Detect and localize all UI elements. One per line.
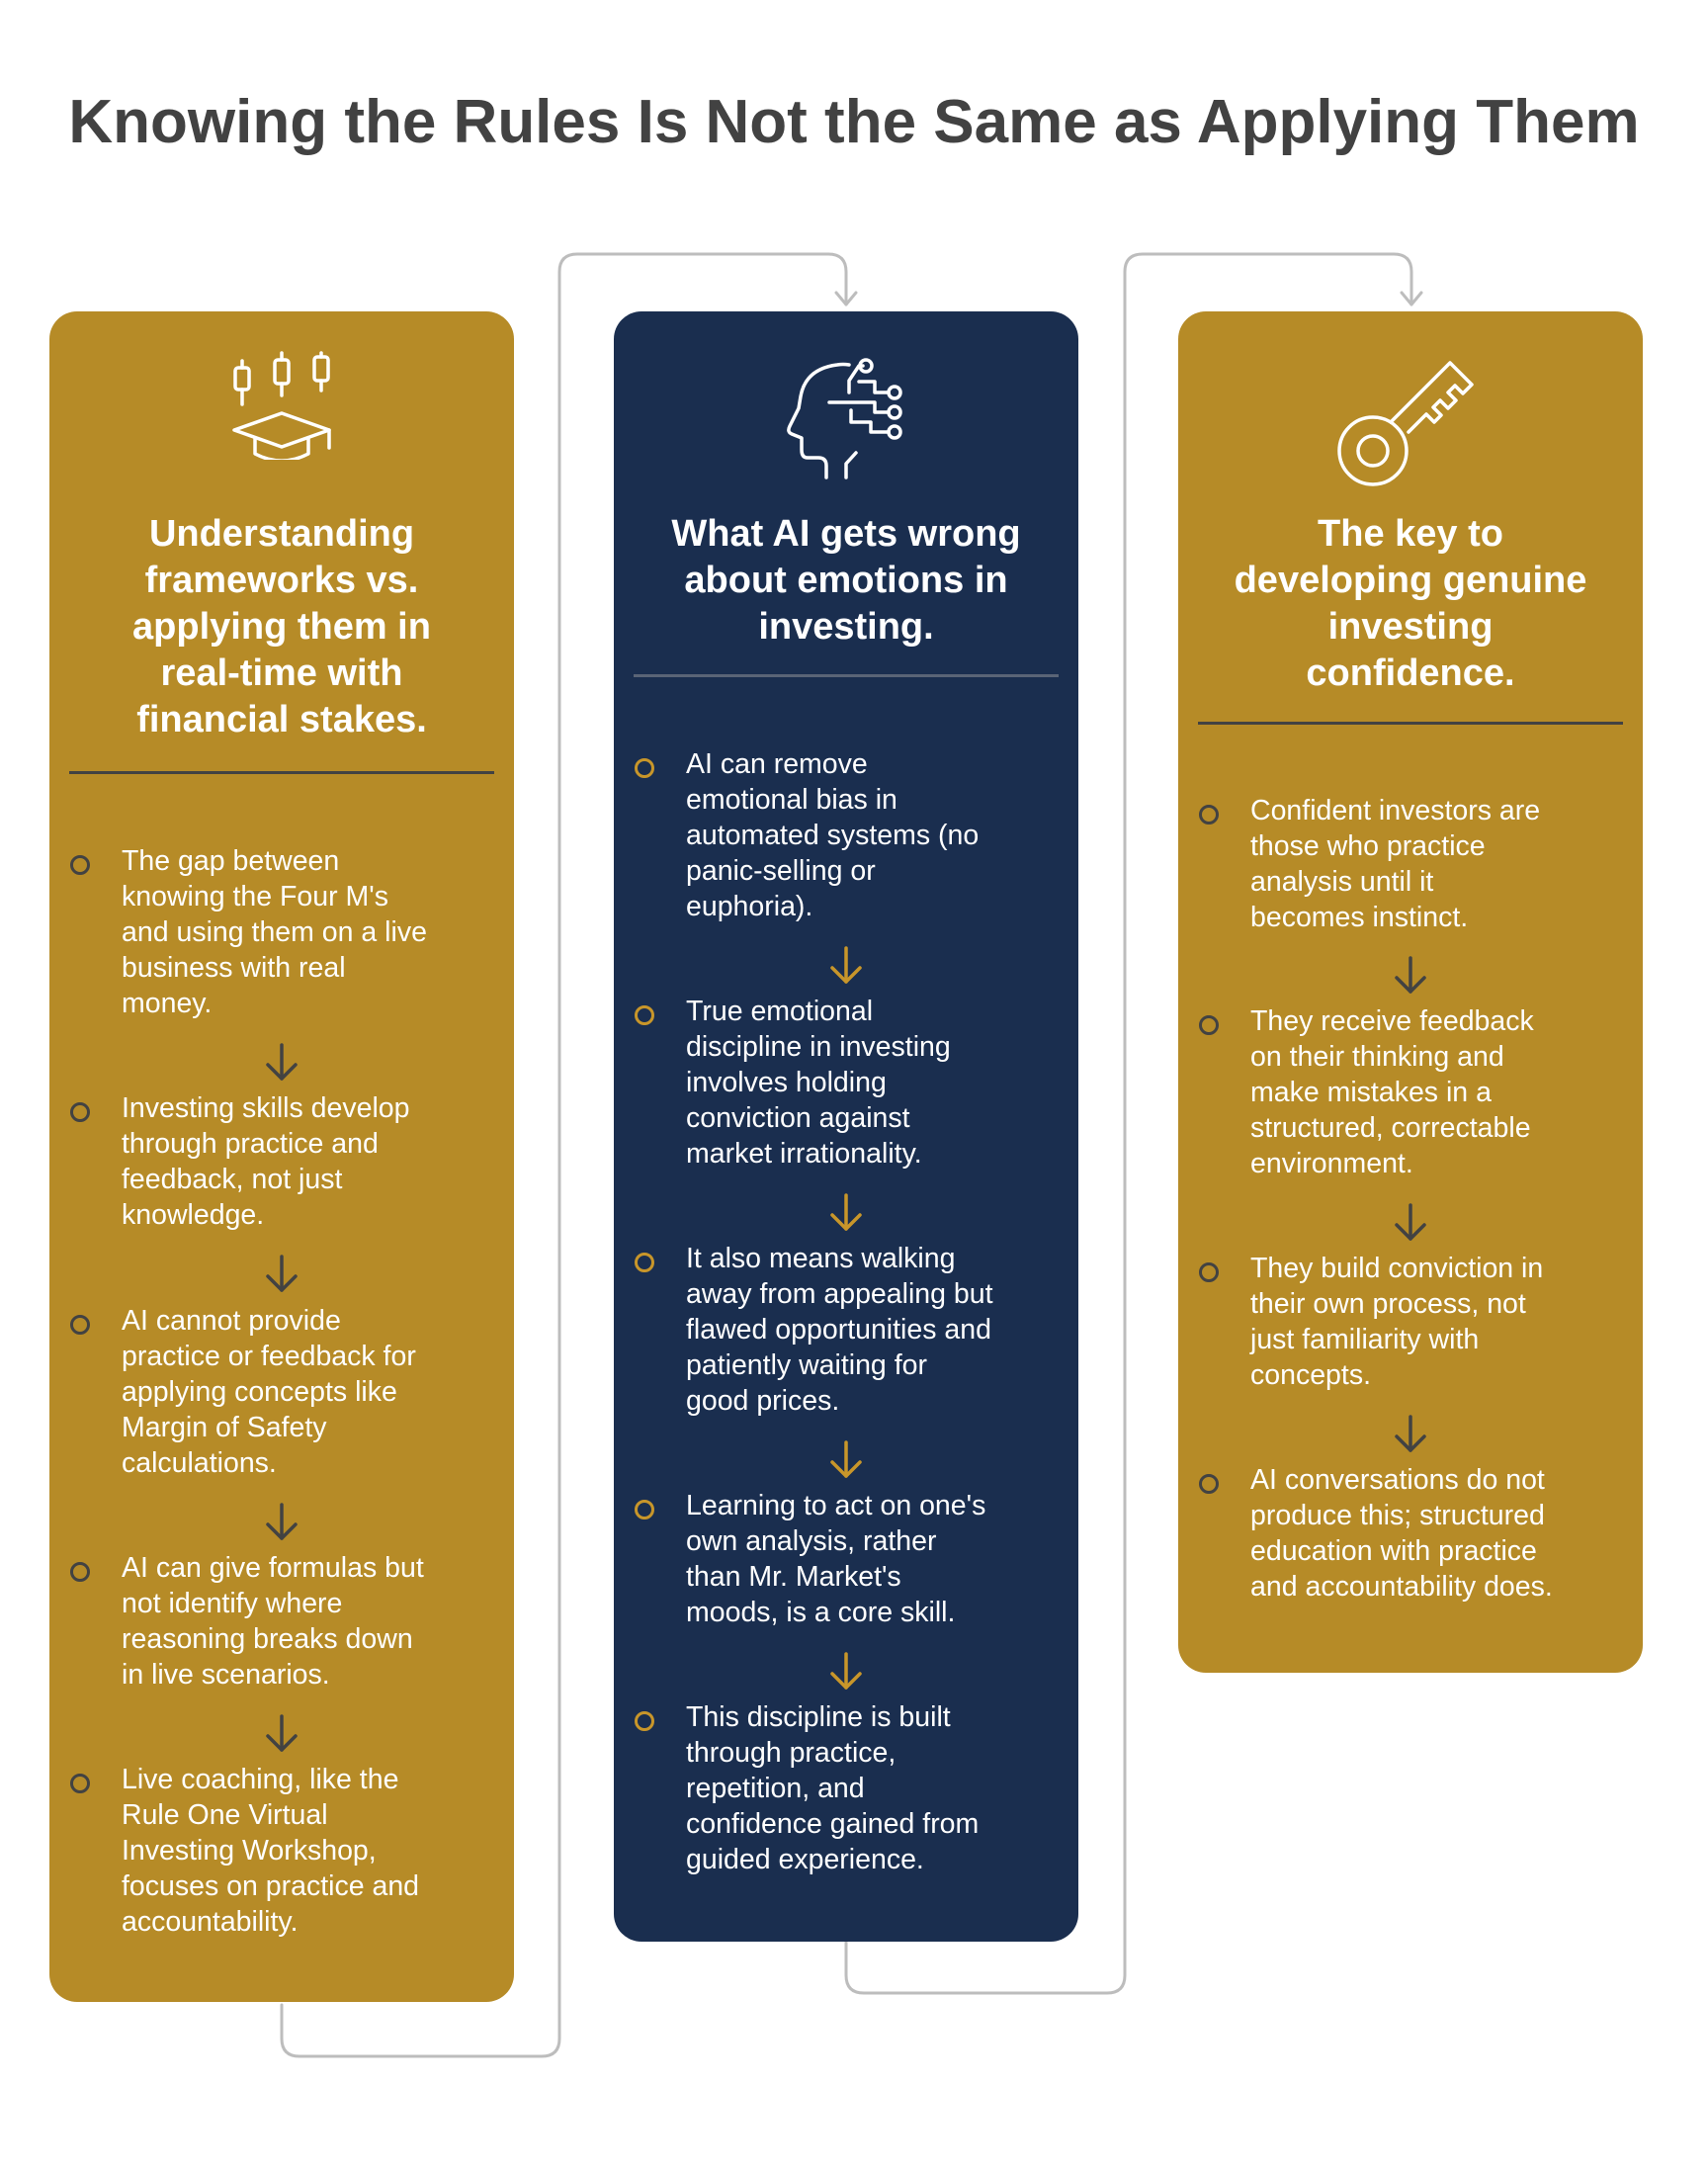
down-arrow-icon: [262, 1501, 301, 1544]
column-heading: What AI gets wrong about emotions in investing.: [671, 513, 1021, 648]
bullet-circle-icon: [635, 758, 654, 778]
bullet-circle-icon: [635, 1253, 654, 1272]
down-arrow-icon: [262, 1253, 301, 1296]
bullet-circle-icon: [1199, 1474, 1219, 1494]
heading-divider: [634, 674, 1059, 677]
column-ai-emotions: What AI gets wrong about emotions in investing. AI can remove emotional bias in automated systems (no panic-selling or euphoria). True emotional discipline in investing involves holding conviction against market irrationality. It also means walking away from appealing but flawed opportunities and patiently waiting for good prices. Learning to act on one's own analysis, rather than Mr. Market's moods, is a core skill. This discipline is built through practice, repetition, and confidence gained from guided experience.: [614, 311, 1078, 1942]
key-icon: [1178, 351, 1643, 460]
bullet-circle-icon: [635, 1005, 654, 1025]
bullet-circle-icon: [70, 1102, 90, 1122]
down-arrow-icon: [826, 1191, 866, 1235]
column-investing-confidence: The key to developing genuine investing confidence. Confident investors are those who practice analysis until it becomes instinct. They receive feedback on their thinking and make mistakes in a structured, correctable environment. They build conviction in their own process, not just familiarity with concepts. AI conversations do not produce this; structured education with practice and accountability does.: [1178, 311, 1643, 1673]
candlestick-graduation-cap-icon: [49, 351, 514, 460]
down-arrow-icon: [826, 1438, 866, 1482]
bullet-circle-icon: [70, 1315, 90, 1335]
bullet-circle-icon: [70, 1562, 90, 1582]
bullet-circle-icon: [70, 1774, 90, 1793]
down-arrow-icon: [1391, 954, 1430, 998]
bullet-circle-icon: [1199, 1015, 1219, 1035]
column-heading: Understanding frameworks vs. applying them in real-time with financial stakes.: [132, 513, 431, 740]
page-title: Knowing the Rules Is Not the Same as Applying Them: [68, 88, 1640, 156]
heading-divider: [1198, 722, 1623, 725]
column-heading: The key to developing genuine investing confidence.: [1234, 513, 1587, 694]
down-arrow-icon: [826, 944, 866, 988]
column-frameworks: Understanding frameworks vs. applying them in real-time with financial stakes. The gap between knowing the Four M's and using them on a live business with real money. Investing skills develop through practice and feedback, not just knowledge. AI cannot provide practice or feedback for applying concepts like Margin of Safety calculations. AI can give formulas but not identify where reasoning breaks down in live scenarios. Live coaching, like the Rule One Virtual Investing Workshop, focuses on practice and accountability.: [49, 311, 514, 2002]
down-arrow-icon: [1391, 1201, 1430, 1245]
bullet-circle-icon: [70, 855, 90, 875]
heading-divider: [69, 771, 494, 774]
bullet-circle-icon: [635, 1711, 654, 1731]
ai-head-circuit-icon: [614, 351, 1078, 460]
down-arrow-icon: [262, 1041, 301, 1085]
down-arrow-icon: [826, 1650, 866, 1693]
bullet-circle-icon: [1199, 1262, 1219, 1282]
down-arrow-icon: [262, 1712, 301, 1756]
bullet-circle-icon: [1199, 805, 1219, 825]
down-arrow-icon: [1391, 1413, 1430, 1456]
bullet-circle-icon: [635, 1500, 654, 1520]
